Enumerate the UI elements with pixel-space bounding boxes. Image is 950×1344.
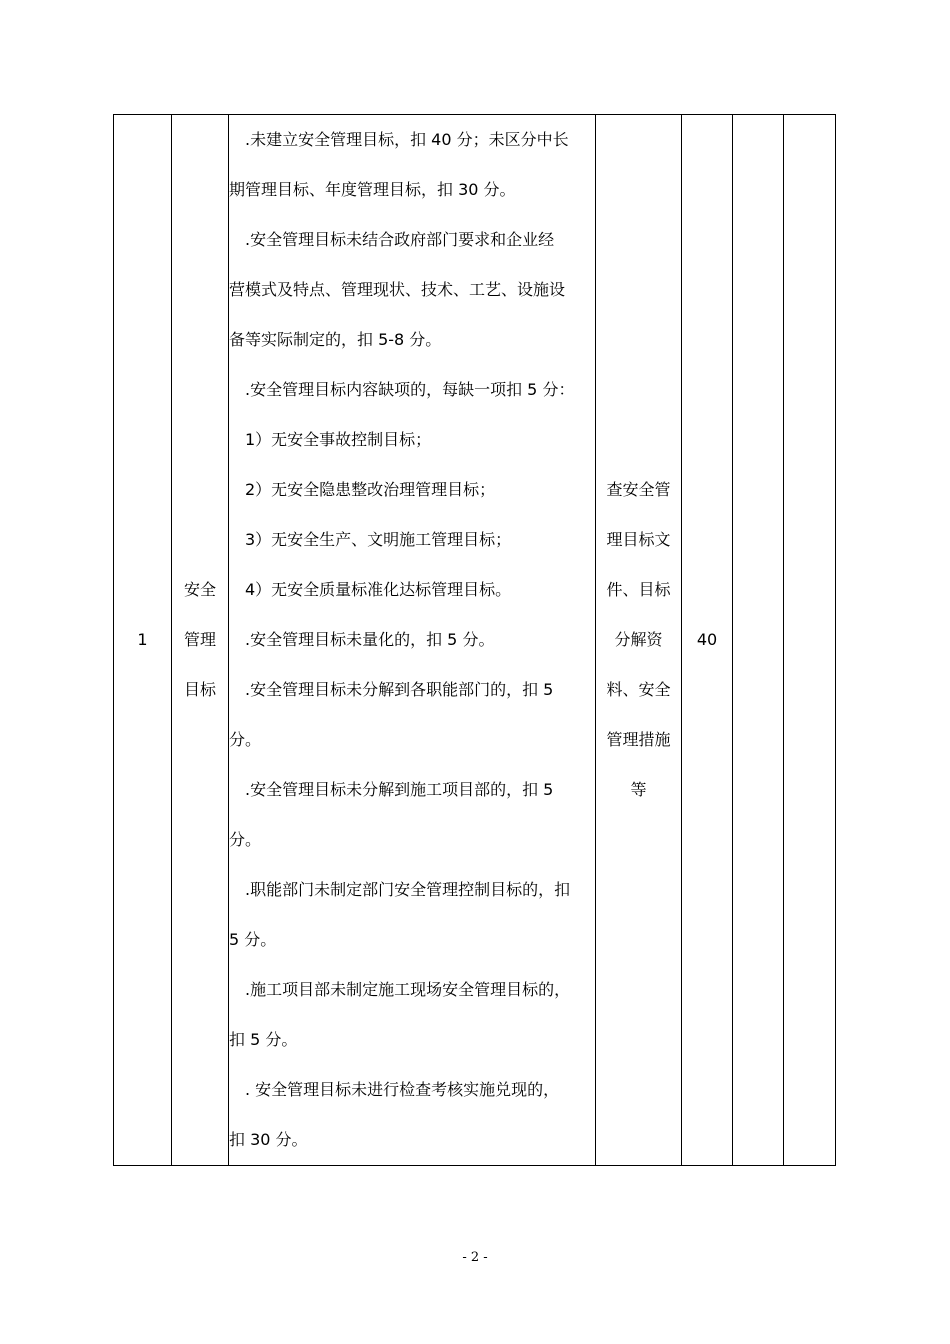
criteria-line: 扣 5 分。 (229, 1030, 298, 1049)
criteria-line: 4）无安全质量标准化达标管理目标。 (245, 580, 512, 599)
item-name-line: 安全 (183, 580, 216, 599)
criteria-line: .安全管理目标未分解到施工项目部的，扣 5 (245, 780, 554, 799)
item-name-line: 目标 (183, 680, 216, 699)
criteria-line: 2）无安全隐患整改治理管理目标； (245, 480, 496, 499)
criteria-line: .安全管理目标内容缺项的，每缺一项扣 5 分： (245, 380, 575, 399)
criteria-line: . 安全管理目标未进行检查考核实施兑现的， (245, 1080, 560, 1099)
criteria-cell (229, 115, 596, 1166)
criteria-line: 3）无安全生产、文明施工管理目标； (245, 530, 512, 549)
criteria-line: .安全管理目标未量化的，扣 5 分。 (245, 630, 495, 649)
criteria-line: .职能部门未制定部门安全管理控制目标的，扣 (245, 880, 571, 899)
check-method-line: 管理措施 (606, 730, 671, 749)
row-number-cell (114, 115, 172, 1166)
check-method-line: 等 (630, 780, 647, 799)
safety-evaluation-table (113, 114, 836, 1166)
item-name (172, 565, 228, 715)
criteria-line: 分。 (229, 730, 262, 749)
criteria-line: 营模式及特点、管理现状、技术、工艺、设施设 (229, 280, 566, 299)
criteria-line: .安全管理目标未结合政府部门要求和企业经 (245, 230, 555, 249)
criteria-line: 期管理目标、年度管理目标，扣 30 分。 (229, 180, 516, 199)
criteria-line: 分。 (229, 830, 262, 849)
criteria-text (229, 115, 595, 1165)
criteria-line: .施工项目部未制定施工现场安全管理目标的， (245, 980, 571, 999)
check-method-line: 理目标文 (606, 530, 671, 549)
row-number: 1 (137, 630, 148, 649)
score-cell (682, 115, 733, 1166)
criteria-line: .安全管理目标未分解到各职能部门的，扣 5 (245, 680, 554, 699)
page-number: - 2 - (462, 1250, 488, 1265)
criteria-line: 扣 30 分。 (229, 1130, 308, 1149)
check-method-line: 件、目标 (606, 580, 671, 599)
criteria-line: .未建立安全管理目标，扣 40 分；未区分中长 (245, 130, 569, 149)
check-method (596, 465, 681, 815)
check-method-line: 查安全管 (606, 480, 671, 499)
item-cell (172, 115, 229, 1166)
check-method-line: 料、安全 (606, 680, 671, 699)
method-cell (596, 115, 682, 1166)
criteria-line: 5 分。 (229, 930, 277, 949)
item-name-line: 管理 (183, 630, 216, 649)
deduction-cell (733, 115, 784, 1166)
score-value: 40 (696, 630, 718, 649)
criteria-line: 备等实际制定的，扣 5-8 分。 (229, 330, 442, 349)
check-method-line: 分解资 (614, 630, 663, 649)
table-row (114, 115, 836, 1166)
actual-score-cell (784, 115, 836, 1166)
criteria-line: 1）无安全事故控制目标； (245, 430, 432, 449)
